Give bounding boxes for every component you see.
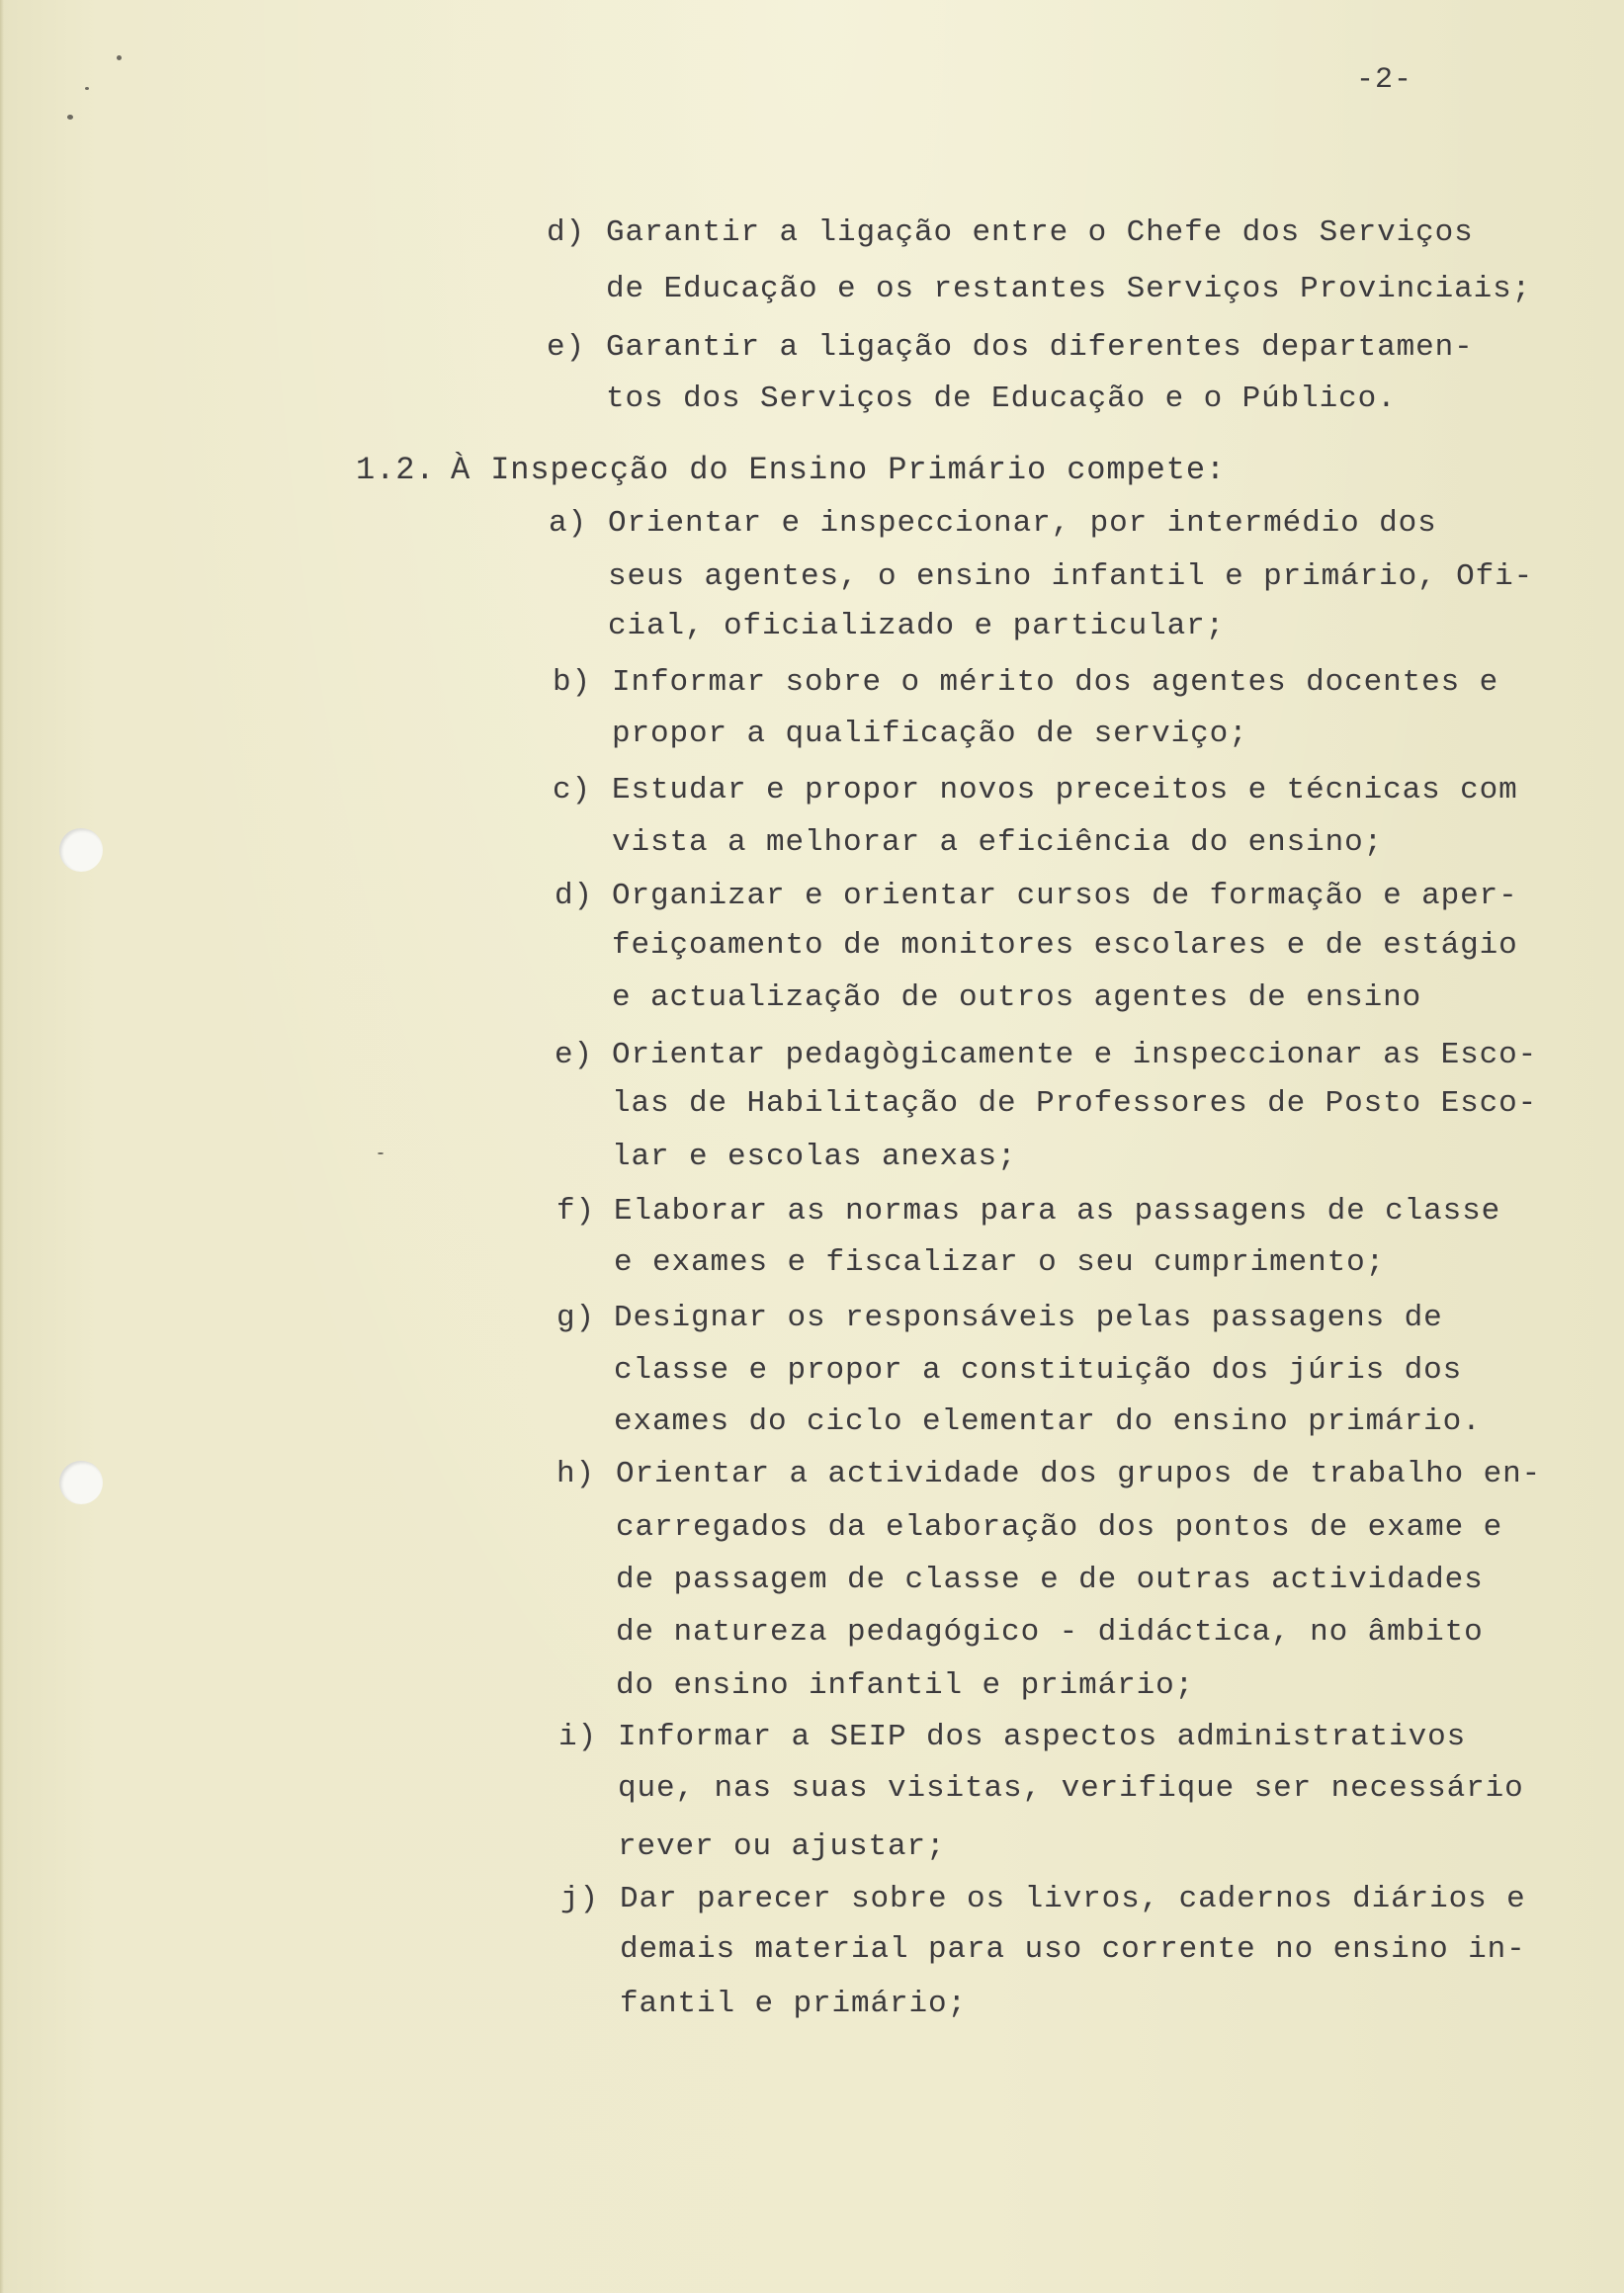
page-number: -2- — [1356, 63, 1413, 97]
punch-hole-upper — [59, 828, 103, 872]
item-label: h) — [556, 1457, 596, 1491]
ink-speck — [67, 115, 73, 120]
item-line: de natureza pedagógico - didáctica, no âmbito — [616, 1615, 1484, 1650]
ink-speck — [117, 55, 122, 60]
item-line: fantil e primário; — [620, 1987, 968, 2021]
item-line: Designar os responsáveis pelas passagens de — [614, 1301, 1443, 1335]
section-title: À Inspecção do Ensino Primário compete: — [451, 452, 1227, 488]
item-line: cial, oficializado e particular; — [608, 609, 1226, 643]
item-line: Informar sobre o mérito dos agentes docentes e — [612, 665, 1499, 700]
item-line: lar e escolas anexas; — [612, 1140, 1017, 1174]
item-line: carregados da elaboração dos pontos de exame e — [616, 1510, 1503, 1545]
item-line: e actualização de outros agentes de ensino — [612, 980, 1422, 1015]
item-line: Dar parecer sobre os livros, cadernos diários e — [620, 1882, 1526, 1916]
item-label: b) — [553, 665, 592, 700]
item-line: vista a melhorar a eficiência do ensino; — [612, 825, 1384, 860]
item-label: j) — [560, 1882, 600, 1916]
item-line: e exames e fiscalizar o seu cumprimento; — [614, 1245, 1386, 1280]
item-line: tos dos Serviços de Educação e o Público. — [606, 382, 1397, 416]
item-label: c) — [553, 773, 592, 807]
item-line: do ensino infantil e primário; — [616, 1668, 1195, 1703]
item-line: de Educação e os restantes Serviços Provinciais; — [606, 272, 1532, 306]
item-line: exames do ciclo elementar do ensino primário. — [614, 1404, 1482, 1439]
item-line: seus agentes, o ensino infantil e primário, Ofi- — [608, 559, 1534, 594]
item-label: a) — [549, 506, 588, 541]
ink-speck — [378, 1152, 384, 1154]
item-label: d) — [555, 879, 594, 913]
item-label: d) — [547, 215, 586, 250]
item-label: e) — [547, 330, 586, 365]
item-line: Elaborar as normas para as passagens de classe — [614, 1194, 1501, 1229]
item-line: Garantir a ligação entre o Chefe dos Serviços — [606, 215, 1474, 250]
item-line: de passagem de classe e de outras actividades — [616, 1563, 1484, 1597]
item-line: Orientar e inspeccionar, por intermédio dos — [608, 506, 1437, 541]
item-line: demais material para uso corrente no ensino in- — [620, 1932, 1526, 1967]
item-line: Orientar a actividade dos grupos de trabalho en- — [616, 1457, 1542, 1491]
item-label: g) — [556, 1301, 596, 1335]
item-line: rever ou ajustar; — [618, 1829, 946, 1864]
item-line: Garantir a ligação dos diferentes departamen- — [606, 330, 1474, 365]
item-line: Orientar pedagògicamente e inspeccionar as Esco- — [612, 1038, 1538, 1072]
item-line: Organizar e orientar cursos de formação e aper- — [612, 879, 1518, 913]
punch-hole-lower — [59, 1461, 103, 1504]
item-label: i) — [558, 1720, 598, 1754]
item-line: feiçoamento de monitores escolares e de estágio — [612, 928, 1518, 963]
section-number: 1.2. — [356, 452, 436, 488]
item-label: e) — [555, 1038, 594, 1072]
item-label: f) — [556, 1194, 596, 1229]
item-line: las de Habilitação de Professores de Posto Esco- — [612, 1086, 1538, 1121]
item-line: Informar a SEIP dos aspectos administrativos — [618, 1720, 1467, 1754]
item-line: que, nas suas visitas, verifique ser necessário — [618, 1771, 1524, 1806]
item-line: propor a qualificação de serviço; — [612, 717, 1248, 751]
item-line: classe e propor a constituição dos júris dos — [614, 1353, 1463, 1388]
ink-speck — [85, 87, 89, 90]
item-line: Estudar e propor novos preceitos e técnicas com — [612, 773, 1518, 807]
